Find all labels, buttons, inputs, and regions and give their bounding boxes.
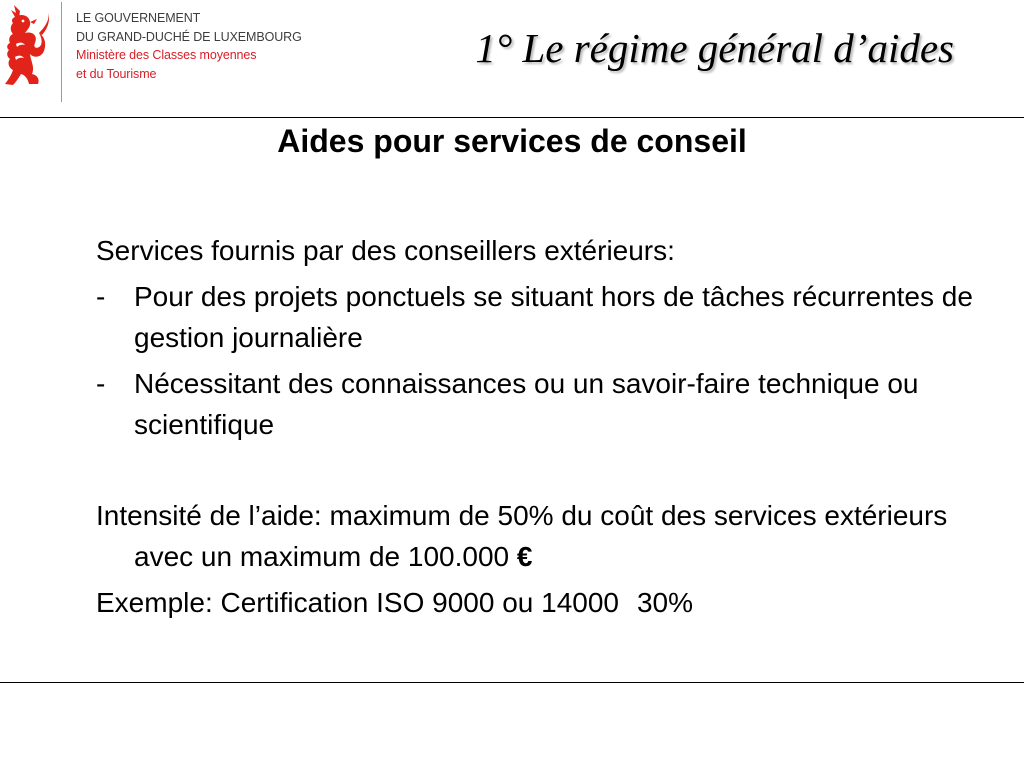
currency-symbol: € [516, 541, 533, 572]
aid-intensity-text [96, 495, 976, 577]
logo-line-tourism: et du Tourisme [76, 66, 157, 81]
logo-line-government: LE GOUVERNEMENT [76, 11, 201, 25]
slide-subtitle: Aides pour services de conseil [277, 123, 747, 159]
footer-divider-line [0, 682, 1024, 683]
luxembourg-lion-emblem-icon [2, 4, 52, 88]
example-label: Exemple: Certification ISO 9000 ou 14000 [96, 587, 619, 618]
spacer [96, 445, 976, 495]
intro-text: Services fournis par des conseillers extérieurs: [96, 235, 675, 266]
example-rate: 30% [636, 587, 694, 618]
slide-body [96, 230, 976, 623]
bullet-item [96, 363, 976, 445]
bullet-marker: - [96, 281, 106, 312]
bullet-text: Nécessitant des connaissances ou un savoir-faire technique ou scientifique [134, 368, 919, 440]
logo-divider [61, 2, 62, 102]
bullet-marker: - [96, 368, 106, 399]
logo-line-grand-duchy: DU GRAND-DUCHÉ DE LUXEMBOURG [76, 29, 302, 44]
bullet-item [96, 276, 976, 358]
bullet-list [96, 276, 976, 445]
logo-line-ministry: Ministère des Classes moyennes [76, 48, 257, 62]
aid-intensity-label: Intensité de l’aide: maximum de 50% du coût des services extérieurs avec un maximum de 100.000 [96, 500, 948, 572]
bullet-text: Pour des projets ponctuels se situant hors de tâches récurrentes de gestion journalière [134, 281, 973, 353]
ministry-logo-text [76, 9, 302, 83]
example-text [96, 582, 976, 623]
slide-title: 1° Le régime général d’aides [475, 25, 954, 71]
